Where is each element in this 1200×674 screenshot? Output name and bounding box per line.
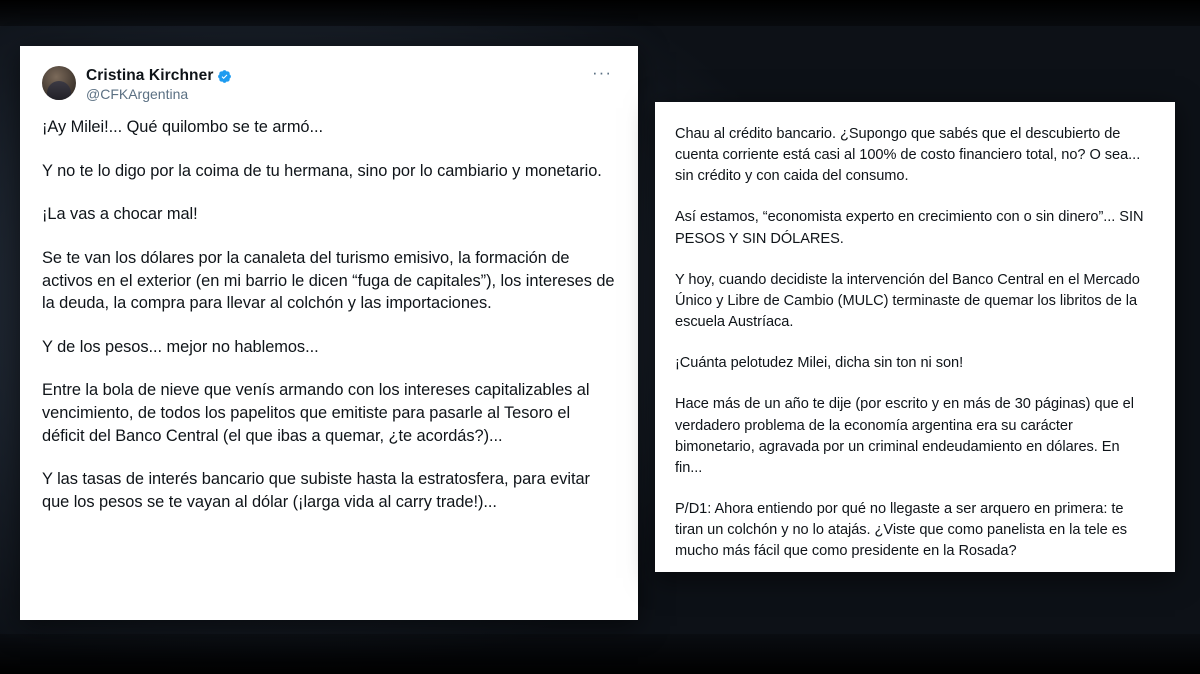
tweet-paragraph: Hace más de un año te dije (por escrito y en más de 30 páginas) que el verdadero problema de la economía argentina era su carácter bimonetario, agravada por un criminal endeudamiento en dólares. En fin... [675, 396, 1134, 476]
author-names [86, 66, 232, 102]
author-handle[interactable]: @CFKArgentina [86, 86, 189, 102]
tweet-paragraph: Y las tasas de interés bancario que subiste hasta la estratosfera, para evitar que los pesos se te vayan al dólar (¡larga vida al carry trade!)... [42, 470, 590, 512]
tweet-card-left [20, 46, 638, 620]
author-display-name[interactable]: Cristina Kirchner [86, 67, 214, 84]
author-name-row [86, 67, 232, 85]
tweet-body-left [20, 102, 638, 514]
avatar[interactable] [42, 66, 76, 100]
tweet-body-right [655, 102, 1175, 563]
tweet-paragraph: Así estamos, “economista experto en crecimiento con o sin dinero”... SIN PESOS Y SIN DÓLARES. [675, 209, 1144, 247]
tweet-paragraph: ¡Ay Milei!... Qué quilombo se te armó... [42, 118, 324, 136]
tweet-paragraph: ¡La vas a chocar mal! [42, 205, 198, 224]
tweet-paragraph: Y hoy, cuando decidiste la intervención del Banco Central en el Mercado Único y Libre de Cambio (MULC) terminaste de quemar los libritos de la escuela Austríaca. [675, 271, 1140, 331]
verified-badge-icon [217, 69, 232, 84]
tweet-paragraph: Y de los pesos... mejor no hablemos... [42, 337, 319, 356]
tweet-paragraph: Entre la bola de nieve que venís armando con los intereses capitalizables al vencimiento, de todos los papelitos que emitiste para pasarle al Tesoro el déficit del Banco Central (el que ibas a quemar, ¿te acordás?)... [42, 381, 590, 445]
tweet-card-right [655, 102, 1175, 572]
tweet-paragraph: Se te van los dólares por la canaleta del turismo emisivo, la formación de activos en el exterior (en mi barrio le dicen “fuga de capitales”), los intereses de la deuda, la compra para llevar al colchón y las importaciones. [42, 248, 615, 313]
tweet-header [20, 46, 638, 102]
tweet-paragraph: ¡Cuánta pelotudez Milei, dicha sin ton ni son! [675, 355, 964, 372]
tweet-paragraph: Y no te lo digo por la coima de tu hermana, sino por lo cambiario y monetario. [42, 161, 602, 180]
more-options-icon[interactable]: ··· [592, 63, 612, 82]
tweet-paragraph: Chau al crédito bancario. ¿Supongo que sabés que el descubierto de cuenta corriente está casi al 100% de costo financiero total, no? O sea... sin crédito y con caida del consumo. [675, 126, 1141, 185]
tweet-paragraph: P/D1: Ahora entiendo por qué no llegaste a ser arquero en primera: te tiran un colchón y no lo atajás. ¿Viste que como panelista en la tele es mucho más fácil que como presidente en la Rosada? [675, 501, 1128, 560]
